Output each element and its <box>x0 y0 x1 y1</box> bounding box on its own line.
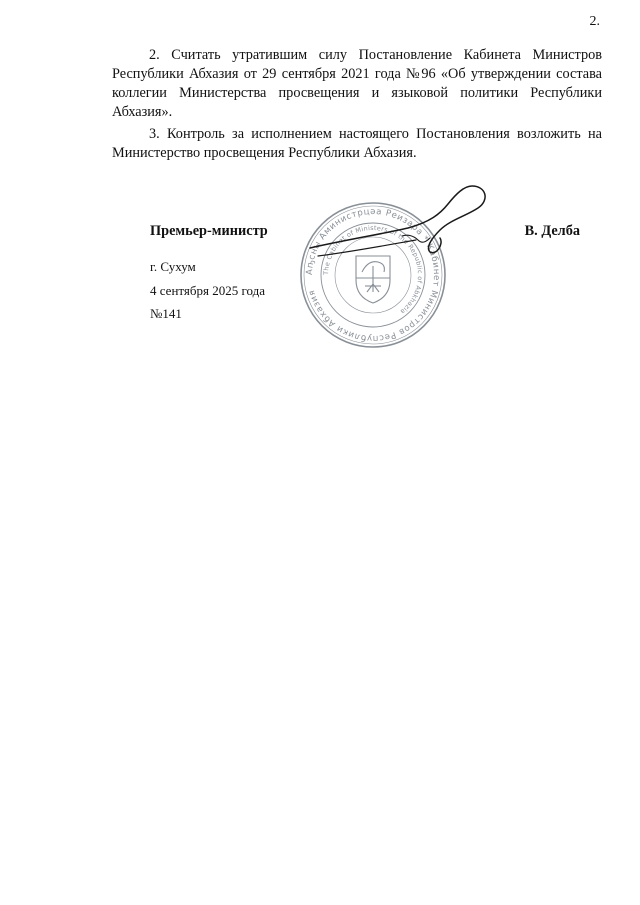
seal-inner-text: The Cabinet of Ministers of the Republic of Abkhazia <box>321 223 425 316</box>
signatory-name: В. Делба <box>524 223 580 239</box>
document-date: 4 сентября 2025 года <box>150 283 266 298</box>
page-number: 2. <box>589 14 600 29</box>
paragraph-3: 3. Контроль за исполнением настоящего Постановления возложить на Министерство просвещения Республики Абхазия. <box>112 126 602 161</box>
handwritten-signature <box>290 178 500 268</box>
document-city: г. Сухум <box>150 259 196 274</box>
document-number: №141 <box>150 306 182 321</box>
signatory-title: Премьер-министр <box>150 223 268 239</box>
paragraph-2: 2. Считать утратившим силу Постановление Кабинета Министров Республики Абхазия от 29 сентября 2021 года №96 «Об утверждении состава коллегии Министерства просвещения и языковой политики Республики Абхазия». <box>112 47 602 120</box>
seal-outer-text: Аҧсны Аминистрцәа Реизара * Кабинет Министров Республики Абхазия <box>304 206 442 344</box>
document-body <box>112 46 602 166</box>
